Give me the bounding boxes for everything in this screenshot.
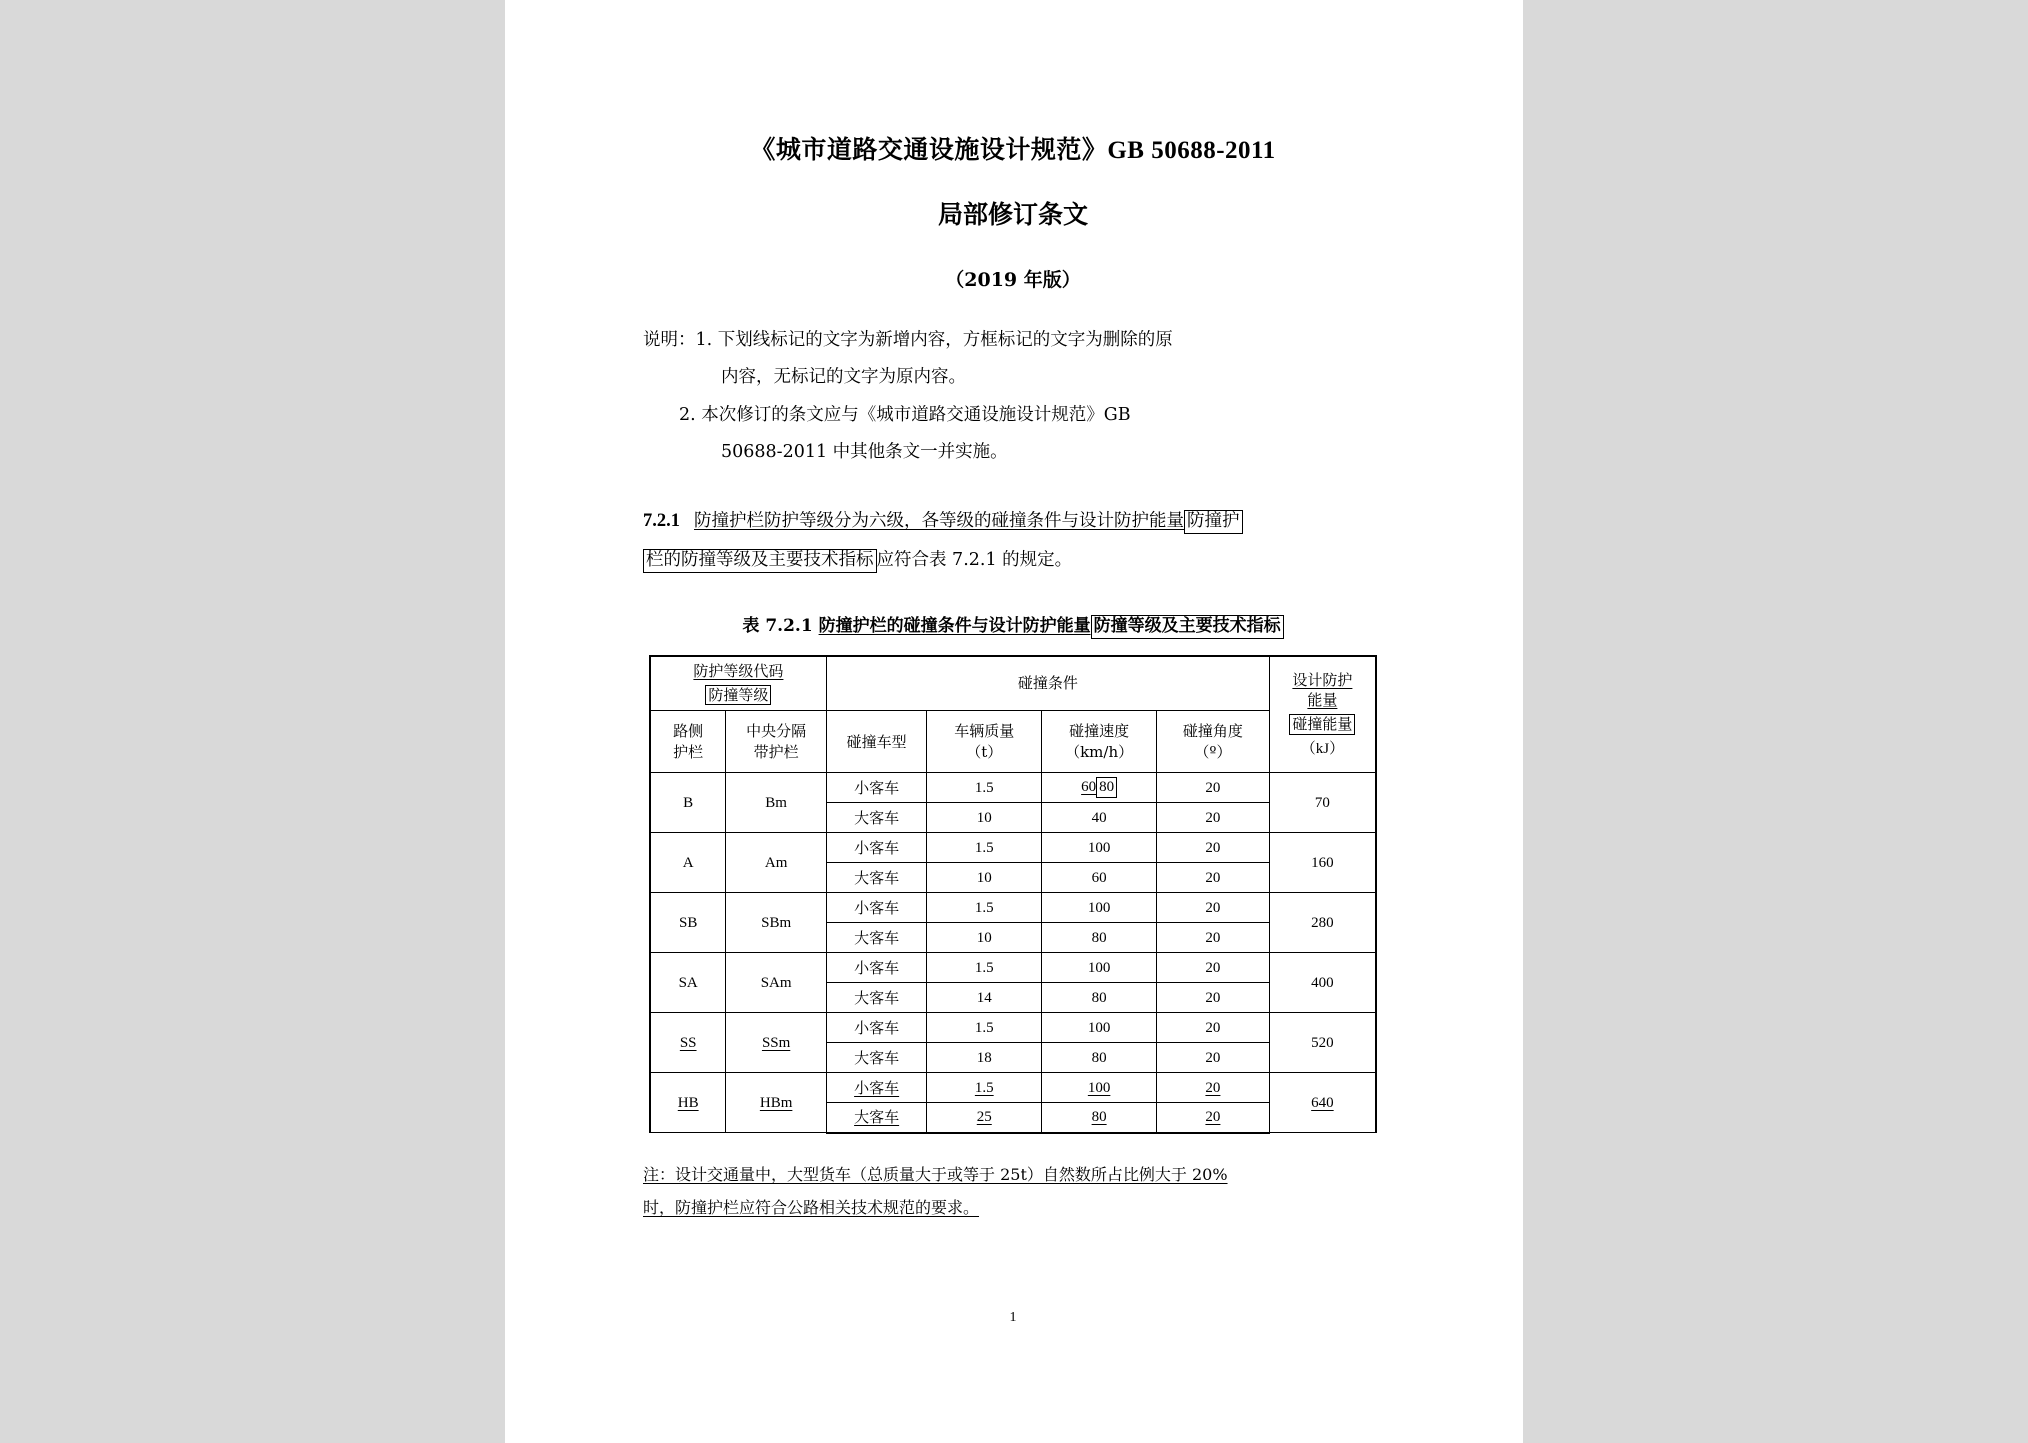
cell-energy: [1269, 1073, 1376, 1133]
header-median-barrier: [726, 711, 826, 773]
cell-mass: 1.5: [927, 893, 1042, 923]
cell-angle: 20: [1157, 803, 1270, 833]
document-title-line1: [643, 134, 1383, 168]
cell-speed: 80: [1042, 1043, 1157, 1073]
cell-angle: 20: [1157, 893, 1270, 923]
note-line: 50688-2011 中其他条文一并实施。: [721, 442, 1008, 463]
table-row: [650, 893, 1376, 923]
header-mass-line1: 车辆质量: [954, 722, 1015, 741]
cell-vehicle-type: 大客车: [826, 983, 926, 1013]
cell-speed: 80: [1042, 923, 1157, 953]
header-collision-speed: [1042, 711, 1157, 773]
table-caption-prefix: 表 7.2.1: [742, 616, 819, 637]
cell-roadside-code: B: [650, 773, 726, 833]
cell-vehicle-type-text: 大客车: [854, 1108, 900, 1127]
cell-vehicle-type: 小客车: [826, 833, 926, 863]
table-row: [650, 1013, 1376, 1043]
document-title-cn: 《城市道路交通设施设计规范》: [750, 135, 1108, 164]
cell-mass: [927, 1073, 1042, 1103]
clause-plain-text: 应符合表 7.2.1 的规定。: [876, 549, 1073, 570]
header-median-line2: 带护栏: [753, 742, 799, 761]
header-design-energy: [1269, 656, 1376, 773]
table-caption: [643, 611, 1383, 638]
table-row: [650, 1073, 1376, 1103]
table-footnote: [643, 1158, 1383, 1225]
table-caption-added: 防撞护栏的碰撞条件与设计防护能量: [818, 616, 1091, 637]
clause-deleted-text-2: 栏的防撞等级及主要技术指标: [643, 549, 877, 573]
document-page: [505, 0, 1523, 1443]
clause-added-text-1: 防撞护栏防护等级分为六级，各等级的碰撞条件与设计防护能量: [694, 511, 1184, 531]
cell-median-code: SAm: [726, 953, 826, 1013]
header-roadside-line2: 护栏: [673, 742, 704, 761]
header-grade-code: [650, 656, 826, 711]
table-row: [650, 773, 1376, 803]
cell-roadside-code: [650, 1073, 726, 1133]
cell-angle-text: 20: [1205, 1109, 1221, 1126]
header-mass-line2: （t）: [966, 742, 1003, 761]
clause-7-2-1: [643, 502, 1383, 579]
cell-angle: 20: [1157, 1043, 1270, 1073]
cell-angle: 20: [1157, 863, 1270, 893]
cell-vehicle-type: 小客车: [826, 893, 926, 923]
cell-speed: 80: [1042, 983, 1157, 1013]
cell-angle: 20: [1157, 833, 1270, 863]
header-collision-conditions: 碰撞条件: [826, 656, 1269, 711]
clause-number: 7.2.1: [643, 511, 680, 531]
header-vehicle-mass: [927, 711, 1042, 773]
cell-vehicle-type: 大客车: [826, 803, 926, 833]
cell-mass-text: 1.5: [974, 1079, 994, 1096]
cell-mass-text: 25: [976, 1109, 992, 1126]
cell-speed: 100: [1042, 833, 1157, 863]
cell-speed-deleted: 80: [1096, 777, 1117, 798]
header-angle-line2: （º）: [1194, 742, 1232, 761]
cell-angle: 20: [1157, 953, 1270, 983]
cell-speed: 60: [1042, 863, 1157, 893]
table-footnote-line: 时，防撞护栏应符合公路相关技术规范的要求。: [643, 1198, 980, 1218]
cell-angle-text: 20: [1205, 1079, 1221, 1096]
cell-vehicle-type: [826, 1073, 926, 1103]
cell-speed: [1042, 1073, 1157, 1103]
cell-energy: 280: [1269, 893, 1376, 953]
page-number: 1: [1009, 1310, 1017, 1325]
note-line: 内容，无标记的文字为原内容。: [721, 367, 966, 388]
document-title-standard-code: GB 50688-2011: [1107, 137, 1276, 164]
cell-roadside-code: [650, 1013, 726, 1073]
cell-vehicle-type: 小客车: [826, 773, 926, 803]
header-roadside-barrier: [650, 711, 726, 773]
cell-mass: 1.5: [927, 833, 1042, 863]
cell-speed: 100: [1042, 953, 1157, 983]
cell-roadside-code: A: [650, 833, 726, 893]
cell-mass: 1.5: [927, 953, 1042, 983]
cell-speed-text: 80: [1091, 1109, 1107, 1126]
header-speed-line1: 碰撞速度: [1069, 722, 1130, 741]
cell-median-code: Bm: [726, 773, 826, 833]
table-footnote-line: 注：设计交通量中，大型货车（总质量大于或等于 25t）自然数所占比例大于 20%: [643, 1164, 1228, 1184]
cell-angle: 20: [1157, 923, 1270, 953]
cell-mass: 10: [927, 803, 1042, 833]
cell-speed: [1042, 773, 1157, 803]
cell-mass: 10: [927, 923, 1042, 953]
page-content: [643, 0, 1383, 1443]
cell-speed: 40: [1042, 803, 1157, 833]
cell-vehicle-type: 小客车: [826, 953, 926, 983]
cell-median-code: [726, 1073, 826, 1133]
cell-median-code-text: SSm: [761, 1034, 791, 1051]
cell-angle: 20: [1157, 983, 1270, 1013]
cell-energy: 400: [1269, 953, 1376, 1013]
cell-mass: 1.5: [927, 773, 1042, 803]
cell-vehicle-type: 大客车: [826, 863, 926, 893]
cell-speed: 100: [1042, 1013, 1157, 1043]
cell-angle: [1157, 1103, 1270, 1133]
cell-median-code: [726, 1013, 826, 1073]
cell-vehicle-type: 大客车: [826, 923, 926, 953]
header-roadside-line1: 路侧: [673, 722, 704, 741]
cell-energy: 160: [1269, 833, 1376, 893]
protection-grade-table: [649, 655, 1377, 1134]
header-median-line1: 中央分隔: [746, 722, 807, 741]
table-caption-deleted: 防撞等级及主要技术指标: [1091, 615, 1284, 638]
cell-angle: [1157, 1073, 1270, 1103]
cell-vehicle-type: 大客车: [826, 1043, 926, 1073]
header-design-energy-line1: 设计防护: [1292, 670, 1353, 689]
table-row: [650, 953, 1376, 983]
cell-vehicle-type: [826, 1103, 926, 1133]
cell-speed-text: 100: [1087, 1079, 1111, 1096]
header-vehicle-type: 碰撞车型: [826, 711, 926, 773]
cell-mass: 18: [927, 1043, 1042, 1073]
cell-speed-added: 60: [1081, 779, 1097, 796]
document-title-edition: （2019 年版）: [945, 268, 1081, 291]
cell-vehicle-type: 小客车: [826, 1013, 926, 1043]
cell-angle: 20: [1157, 1013, 1270, 1043]
cell-roadside-code: SA: [650, 953, 726, 1013]
cell-roadside-code-text: SS: [679, 1034, 697, 1051]
cell-energy-text: 640: [1311, 1094, 1334, 1111]
document-title-line2: 局部修订条文: [937, 199, 1088, 229]
cell-median-code-text: HBm: [759, 1094, 793, 1111]
header-design-energy-line2: 能量: [1307, 690, 1338, 709]
cell-speed: [1042, 1103, 1157, 1133]
header-grade-code-deleted: 防撞等级: [705, 685, 771, 706]
header-grade-code-added: 防护等级代码: [693, 662, 784, 681]
cell-median-code: Am: [726, 833, 826, 893]
cell-mass: 14: [927, 983, 1042, 1013]
header-collision-angle: [1157, 711, 1270, 773]
header-speed-line2: （km/h）: [1065, 742, 1134, 761]
cell-roadside-code: SB: [650, 893, 726, 953]
cell-energy: 520: [1269, 1013, 1376, 1073]
cell-speed: 100: [1042, 893, 1157, 923]
clause-deleted-text-1: 防撞护: [1184, 510, 1243, 534]
cell-vehicle-type-text: 小客车: [854, 1078, 900, 1097]
cell-angle: 20: [1157, 773, 1270, 803]
header-angle-line1: 碰撞角度: [1182, 722, 1243, 741]
cell-roadside-code-text: HB: [677, 1094, 699, 1111]
header-design-energy-deleted: 碰撞能量: [1289, 714, 1355, 735]
table-row: [650, 833, 1376, 863]
explanatory-notes: [643, 322, 1383, 473]
cell-mass: [927, 1103, 1042, 1133]
cell-mass: 10: [927, 863, 1042, 893]
cell-mass: 1.5: [927, 1013, 1042, 1043]
cell-energy: 70: [1269, 773, 1376, 833]
header-energy-unit: （kJ）: [1300, 740, 1345, 757]
note-line: 2. 本次修订的条文应与《城市道路交通设施设计规范》GB: [679, 404, 1131, 425]
cell-median-code: SBm: [726, 893, 826, 953]
note-line: 说明：1. 下划线标记的文字为新增内容，方框标记的文字为删除的原: [643, 329, 1173, 350]
